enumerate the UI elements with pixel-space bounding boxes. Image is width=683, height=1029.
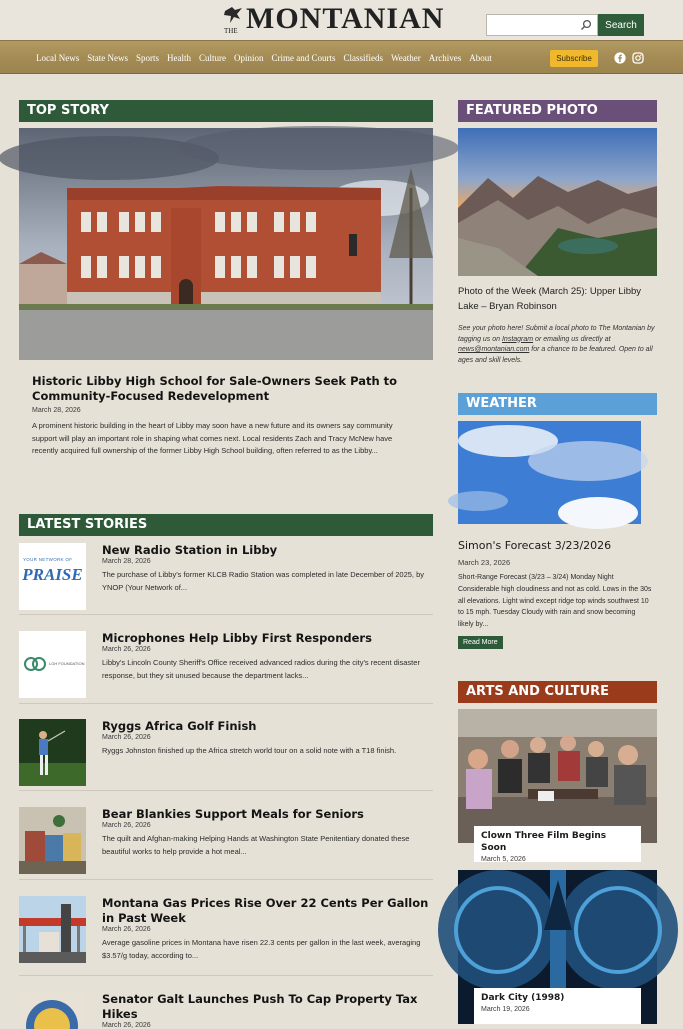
search-icon[interactable] (580, 19, 592, 31)
latest-stories-header: LATEST STORIES (19, 514, 433, 536)
story-excerpt: Ryggs Johnston finished up the Africa stretch world tour on a solid note with a T18 finish. (102, 746, 397, 755)
subscribe-button[interactable]: Subscribe (550, 50, 598, 67)
story-date: March 26, 2026 (102, 734, 151, 741)
story-thumbnail[interactable] (19, 807, 86, 874)
site-logo[interactable] (222, 3, 444, 35)
story-date: March 26, 2026 (102, 926, 151, 933)
featured-photo-note (458, 324, 657, 366)
story-thumbnail[interactable] (19, 543, 86, 610)
thumb-logo-text: LGH FOUNDATION (49, 661, 85, 666)
masthead (0, 0, 683, 40)
story-text (102, 631, 433, 682)
weather-header: WEATHER (458, 393, 657, 415)
nav-item-about[interactable]: About (469, 53, 492, 63)
weather-date: March 23, 2026 (458, 558, 511, 567)
email-link[interactable]: news@montanian.com (458, 346, 530, 353)
featured-photo-caption: Photo of the Week (March 25): Upper Libby Lake – Bryan Robinson (458, 286, 642, 312)
top-story-header: TOP STORY (19, 100, 433, 122)
top-story-image[interactable] (19, 128, 433, 360)
featured-photo-image[interactable] (458, 128, 657, 276)
featured-photo-header: FEATURED PHOTO (458, 100, 657, 122)
top-story-text (19, 374, 433, 458)
story-headline[interactable]: Senator Galt Launches Push To Cap Property Tax Hikes (102, 992, 418, 1021)
top-story-headline[interactable]: Historic Libby High School for Sale-Owners Seek Path to Community-Focused Redevelopment (32, 374, 398, 403)
nav-item-crime-and-courts[interactable]: Crime and Courts (271, 53, 336, 63)
nav-item-state-news[interactable]: State News (87, 53, 128, 63)
story-thumbnail[interactable] (19, 992, 86, 1024)
story-thumbnail[interactable] (19, 631, 86, 698)
note-publication: The Montanian (598, 325, 646, 332)
note-text: for a chance to be featured. Open to all ages and skill levels. (458, 346, 653, 364)
story-text (102, 992, 433, 1029)
search-box (486, 14, 598, 36)
nav-item-local-news[interactable]: Local News (36, 53, 80, 63)
arts-item-card[interactable] (474, 826, 641, 862)
story-row (19, 992, 433, 1029)
weather-text (458, 538, 657, 649)
story-text (102, 896, 433, 962)
nav-item-health[interactable]: Health (167, 53, 191, 63)
arts-item-headline[interactable]: Clown Three Film Begins Soon (481, 831, 607, 853)
featured-photo-text (458, 284, 657, 366)
instagram-icon[interactable] (632, 52, 644, 64)
story-excerpt: The quilt and Afghan-making Helping Hands at Washington State Penitentiary donated these beautiful works to help provide a hot meal... (102, 834, 410, 856)
story-headline[interactable]: New Radio Station in Libby (102, 543, 278, 557)
thumb-logo-text: PRAISE (22, 565, 83, 584)
story-excerpt: Average gasoline prices in Montana have risen 22.3 cents per gallon in the last week, averaging $3.57/g today, according to... (102, 938, 421, 960)
nav-item-opinion[interactable]: Opinion (234, 53, 264, 63)
nav-item-archives[interactable]: Archives (428, 53, 462, 63)
story-row (19, 719, 433, 791)
weather-image[interactable] (458, 421, 641, 524)
note-text: See your photo here! Submit a local photo to (458, 325, 599, 332)
story-thumbnail[interactable] (19, 719, 86, 786)
note-text: or emailing us directly at (533, 335, 611, 343)
story-headline[interactable]: Bear Blankies Support Meals for Seniors (102, 807, 364, 821)
story-date: March 28, 2026 (102, 558, 151, 565)
story-excerpt: Libby's Lincoln County Sheriff's Office received advanced radios during the city's recent disaster response, but they sit unused because the department lacks... (102, 658, 420, 680)
story-headline[interactable]: Montana Gas Prices Rise Over 22 Cents Per Gallon in Past Week (102, 896, 429, 925)
story-row (19, 807, 433, 880)
nav-item-culture[interactable]: Culture (199, 53, 226, 63)
weather-excerpt: Short-Range Forecast (3/23 – 3/24) Monday Night Considerable high cloudiness and not as cold. Lows in the 30s all elevations. Light wind except ridge top winds southwest 10 to 15 mph. Tuesday Cloudy with rain and snow becoming likely by... (458, 574, 652, 629)
read-more-button[interactable]: Read More (458, 636, 503, 649)
bird-logo-icon (222, 5, 246, 35)
note-text: by tagging us on (458, 325, 655, 343)
story-date: March 26, 2026 (102, 822, 151, 829)
story-thumbnail[interactable] (19, 896, 86, 963)
story-date: March 26, 2026 (102, 646, 151, 653)
story-text (102, 543, 433, 594)
arts-item-date: March 5, 2026 (481, 856, 526, 863)
story-headline[interactable]: Microphones Help Libby First Responders (102, 631, 372, 645)
thumb-caption: YOUR NETWORK OF (23, 557, 73, 562)
story-text (102, 807, 433, 858)
nav-item-weather[interactable]: Weather (391, 53, 421, 63)
facebook-icon[interactable] (614, 52, 626, 64)
weather-headline[interactable]: Simon's Forecast 3/23/2026 (458, 539, 612, 552)
arts-image[interactable] (458, 709, 657, 843)
story-row (19, 896, 433, 976)
main-nav (0, 40, 683, 74)
nav-menu (36, 41, 500, 75)
search-input[interactable] (487, 16, 579, 36)
story-date: March 26, 2026 (102, 1022, 151, 1029)
top-story-date: March 28, 2026 (32, 407, 81, 414)
arts-item-headline[interactable]: Dark City (1998) (481, 993, 565, 1003)
nav-item-classifieds[interactable]: Classifieds (343, 53, 384, 63)
nav-item-sports[interactable]: Sports (135, 53, 159, 63)
story-headline[interactable]: Ryggs Africa Golf Finish (102, 719, 257, 733)
logo-the: THE (224, 27, 238, 35)
arts-item-date: March 19, 2026 (481, 1006, 530, 1013)
logo-wordmark: MONTANIAN (246, 2, 445, 35)
arts-item-card[interactable] (474, 988, 641, 1024)
top-story-excerpt: A prominent historic building in the heart of Libby may soon have a new future and its owners say community support will play an important role in shaping what comes next. Local residents Zach and Tracy McNew have recently acquired full ownership of the former Libby High School building, often referred to as the Libby... (32, 421, 393, 455)
story-text (102, 719, 433, 758)
story-row (19, 543, 433, 615)
story-row (19, 631, 433, 704)
search-button[interactable]: Search (598, 14, 644, 36)
instagram-link[interactable]: Instagram (501, 335, 534, 343)
arts-culture-header: ARTS AND CULTURE (458, 681, 657, 703)
story-excerpt: The purchase of Libby's former KLCB Radio Station was completed in late December of 2025, by YNOP (Your Network of... (102, 570, 425, 592)
